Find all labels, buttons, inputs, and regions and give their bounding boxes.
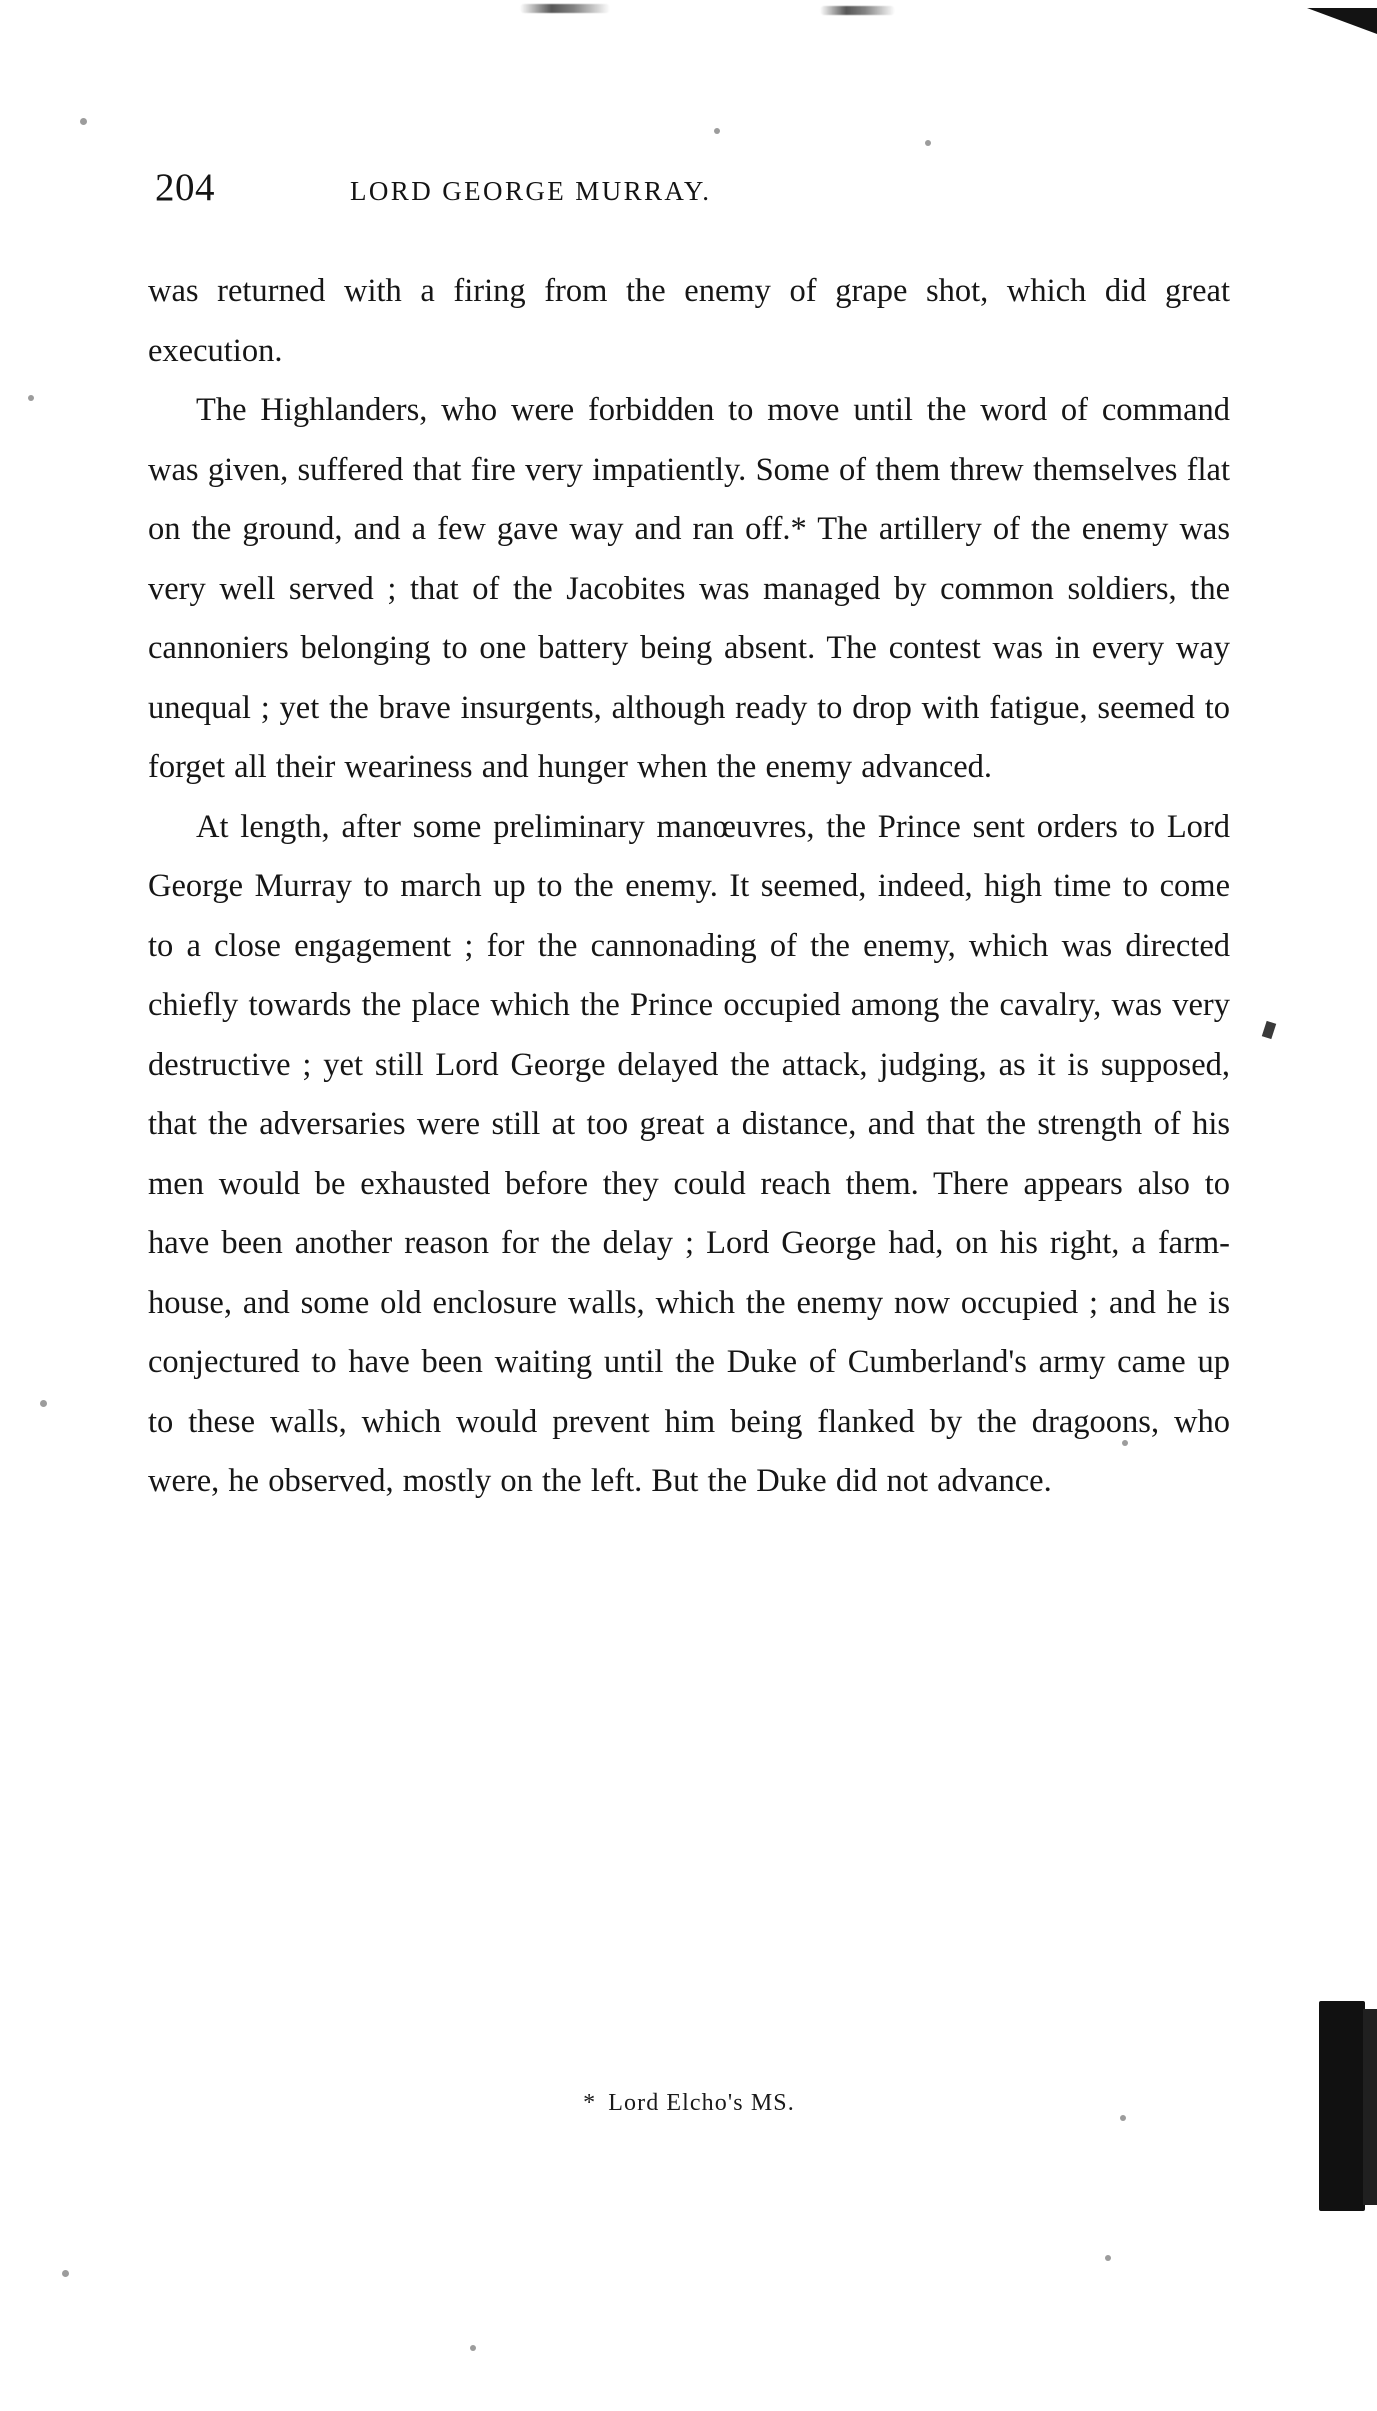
paragraph: The Highlanders, who were forbidden to move until the word of command was given, suffered that fire very impatiently. Some of them threw themselves flat on the ground, and a few gave way and ran off.* The artillery of the enemy was very well served ; that of the Jacobites was managed by common soldiers, the cannoniers belonging to one battery being absent. The contest was in every way unequal ; yet the brave insurgents, although ready to drop with fatigue, seemed to forget all their weariness and hunger when the enemy advanced.: [148, 392, 1230, 785]
scan-book-edge: [1319, 2001, 1365, 2211]
page-number: 204: [155, 166, 215, 209]
footnote-marker: *: [583, 2090, 597, 2116]
speckle: [925, 140, 931, 146]
page-body: [148, 262, 1230, 1512]
speckle: [714, 128, 720, 134]
scan-smudge-center: [820, 6, 895, 15]
scan-corner-wedge: [1307, 8, 1377, 34]
page-header: [155, 165, 1225, 210]
speckle: [470, 2345, 476, 2351]
running-head: LORD GEORGE MURRAY.: [350, 176, 712, 206]
speckle: [62, 2270, 69, 2277]
scan-book-edge-outer: [1363, 2009, 1377, 2205]
paragraph: At length, after some preliminary manœuvres, the Prince sent orders to Lord George Murray to march up to the enemy. It seemed, indeed, high time to come to a close engagement ; for the cannonading of the enemy, which was directed chiefly towards the place which the Prince occupied among the cavalry, was very destructive ; yet still Lord George delayed the attack, judging, as it is supposed, that the adversaries were still at too great a distance, and that the strength of his men would be exhausted before they could reach them. There appears also to have been another reason for the delay ; Lord George had, on his right, a farm-house, and some old enclosure walls, which the enemy now occupied ; and he is conjectured to have been waiting until the Duke of Cumberland's army came up to these walls, which would prevent him being flanked by the dragoons, who were, he observed, mostly on the left. But the Duke did not advance.: [148, 808, 1230, 1499]
scan-smudge-left: [520, 4, 610, 13]
speckle: [80, 118, 87, 125]
margin-tick: [1262, 1021, 1276, 1039]
paragraph: was returned with a firing from the enemy of grape shot, which did great execution.: [148, 273, 1230, 369]
speckle: [28, 395, 34, 401]
footnote: [148, 2090, 1230, 2117]
speckle: [1105, 2255, 1111, 2261]
speckle: [40, 1400, 47, 1407]
footnote-text: Lord Elcho's MS.: [608, 2090, 795, 2116]
